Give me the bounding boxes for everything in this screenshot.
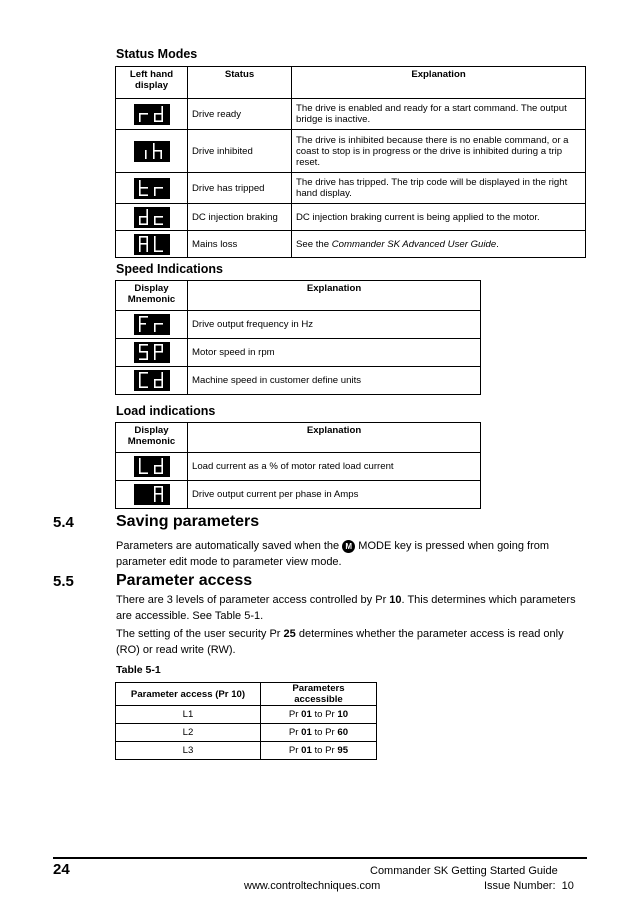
table-row xyxy=(116,706,377,724)
param-number: 25 xyxy=(283,628,296,640)
explanation-cell: Drive output current per phase in Amps xyxy=(188,481,481,509)
status-modes-heading: Status Modes xyxy=(116,47,198,61)
website-link: www.controltechniques.com xyxy=(244,880,381,892)
status-cell: Mains loss xyxy=(188,231,292,258)
col-header-explanation: Explanation xyxy=(188,423,481,453)
pr-label: Pr xyxy=(288,727,302,738)
param-number: 10 xyxy=(389,594,402,606)
table-row xyxy=(116,339,481,367)
guide-title-italic: Commander SK Advanced User Guide xyxy=(331,238,497,250)
col-header-status: Status xyxy=(188,67,292,99)
explanation-cell xyxy=(292,231,586,258)
pr-to: 60 xyxy=(337,727,349,738)
access-level-cell: L1 xyxy=(116,706,261,724)
lcd-ld-icon xyxy=(134,456,170,477)
status-cell: Drive inhibited xyxy=(188,130,292,173)
display-cell xyxy=(116,453,188,481)
section-number-5-4: 5.4 xyxy=(53,514,74,531)
table-row xyxy=(116,724,377,742)
speed-indications-table xyxy=(115,280,481,395)
saving-parameters-paragraph xyxy=(116,538,586,570)
parameter-access-paragraph-2 xyxy=(116,626,586,658)
table-row xyxy=(116,231,586,258)
status-modes-table xyxy=(115,66,586,258)
pr-label: Pr xyxy=(288,709,302,720)
section-number-5-5: 5.5 xyxy=(53,573,74,590)
display-cell xyxy=(116,481,188,509)
pr-from: 01 xyxy=(301,709,312,720)
table-row xyxy=(116,204,586,231)
col-header-parameter-access: Parameter access (Pr 10) xyxy=(116,683,261,706)
table-row xyxy=(116,367,481,395)
table-caption: Table 5-1 xyxy=(116,664,161,676)
status-cell: DC injection braking xyxy=(188,204,292,231)
section-title-parameter-access: Parameter access xyxy=(116,572,253,589)
para-text: MODE key is pressed when going from parameter edit mode to parameter view mode. xyxy=(116,540,550,568)
explanation-cell: The drive is enabled and ready for a start command. The output bridge is inactive. xyxy=(292,99,586,130)
load-indications-heading: Load indications xyxy=(116,404,216,418)
display-cell xyxy=(116,204,188,231)
para-text: . This determines which parameters are accessible. See Table 5-1. xyxy=(116,594,576,622)
explanation-suffix: . xyxy=(496,238,499,250)
para-text: determines whether the parameter access is read only (RO) or read write (RW). xyxy=(116,628,564,656)
lcd-cd-icon xyxy=(134,370,170,391)
lcd-ih-icon xyxy=(134,141,170,162)
display-cell xyxy=(116,173,188,204)
col-header-display-mnemonic: Display Mnemonic xyxy=(116,423,188,453)
lcd-al-icon xyxy=(134,234,170,255)
display-cell xyxy=(116,99,188,130)
para-text: There are 3 levels of parameter access controlled by Pr xyxy=(116,594,390,606)
para-text: The setting of the user security Pr xyxy=(116,628,284,640)
speed-indications-heading: Speed Indications xyxy=(116,262,223,276)
explanation-cell: DC injection braking current is being applied to the motor. xyxy=(292,204,586,231)
explanation-cell: Motor speed in rpm xyxy=(188,339,481,367)
to-word: to Pr xyxy=(311,727,338,738)
explanation-cell: The drive is inhibited because there is no enable command, or a coast to stop is in progress or the drive is inhibited during a trip reset. xyxy=(292,130,586,173)
parameter-access-table xyxy=(115,682,377,760)
table-row xyxy=(116,742,377,760)
display-cell xyxy=(116,130,188,173)
pr-from: 01 xyxy=(301,745,312,756)
status-cell: Drive ready xyxy=(188,99,292,130)
lcd-rd-icon xyxy=(134,104,170,125)
lcd-tr-icon xyxy=(134,178,170,199)
load-indications-table xyxy=(115,422,481,509)
display-cell xyxy=(116,339,188,367)
col-header-explanation: Explanation xyxy=(292,67,586,99)
page-number: 24 xyxy=(53,861,70,878)
explanation-prefix: See the xyxy=(296,238,332,250)
parameter-access-paragraph-1 xyxy=(116,592,586,624)
display-cell xyxy=(116,231,188,258)
lcd-dc-icon xyxy=(134,207,170,228)
to-word: to Pr xyxy=(311,745,338,756)
display-cell xyxy=(116,311,188,339)
explanation-cell: Load current as a % of motor rated load current xyxy=(188,453,481,481)
col-header-parameters-accessible: Parameters accessible xyxy=(261,683,377,706)
table-row xyxy=(116,481,481,509)
explanation-cell: Machine speed in customer define units xyxy=(188,367,481,395)
mode-key-icon: M xyxy=(342,540,355,553)
lcd-sp-icon xyxy=(134,342,170,363)
lcd-fr-icon xyxy=(134,314,170,335)
pr-from: 01 xyxy=(301,727,312,738)
explanation-cell: The drive has tripped. The trip code will be displayed in the right hand display. xyxy=(292,173,586,204)
access-level-cell: L3 xyxy=(116,742,261,760)
pr-to: 95 xyxy=(337,745,349,756)
status-cell: Drive has tripped xyxy=(188,173,292,204)
section-title-saving-parameters: Saving parameters xyxy=(116,513,260,530)
lcd-a-icon xyxy=(134,484,170,505)
display-cell xyxy=(116,367,188,395)
access-level-cell: L2 xyxy=(116,724,261,742)
para-text: Parameters are automatically saved when the xyxy=(116,540,343,552)
pr-label: Pr xyxy=(288,745,302,756)
table-row xyxy=(116,311,481,339)
table-row xyxy=(116,173,586,204)
pr-to: 10 xyxy=(337,709,349,720)
explanation-cell: Drive output frequency in Hz xyxy=(188,311,481,339)
table-row xyxy=(116,130,586,173)
guide-title: Commander SK Getting Started Guide xyxy=(370,865,558,877)
col-header-display-mnemonic: Display Mnemonic xyxy=(116,281,188,311)
accessible-range-cell xyxy=(261,706,377,724)
col-header-left-hand-display: Left hand display xyxy=(116,67,188,99)
accessible-range-cell xyxy=(261,724,377,742)
footer-divider xyxy=(53,857,587,859)
col-header-explanation: Explanation xyxy=(188,281,481,311)
accessible-range-cell xyxy=(261,742,377,760)
to-word: to Pr xyxy=(311,709,338,720)
issue-number: Issue Number: 10 xyxy=(484,880,574,892)
table-row xyxy=(116,99,586,130)
table-row xyxy=(116,453,481,481)
